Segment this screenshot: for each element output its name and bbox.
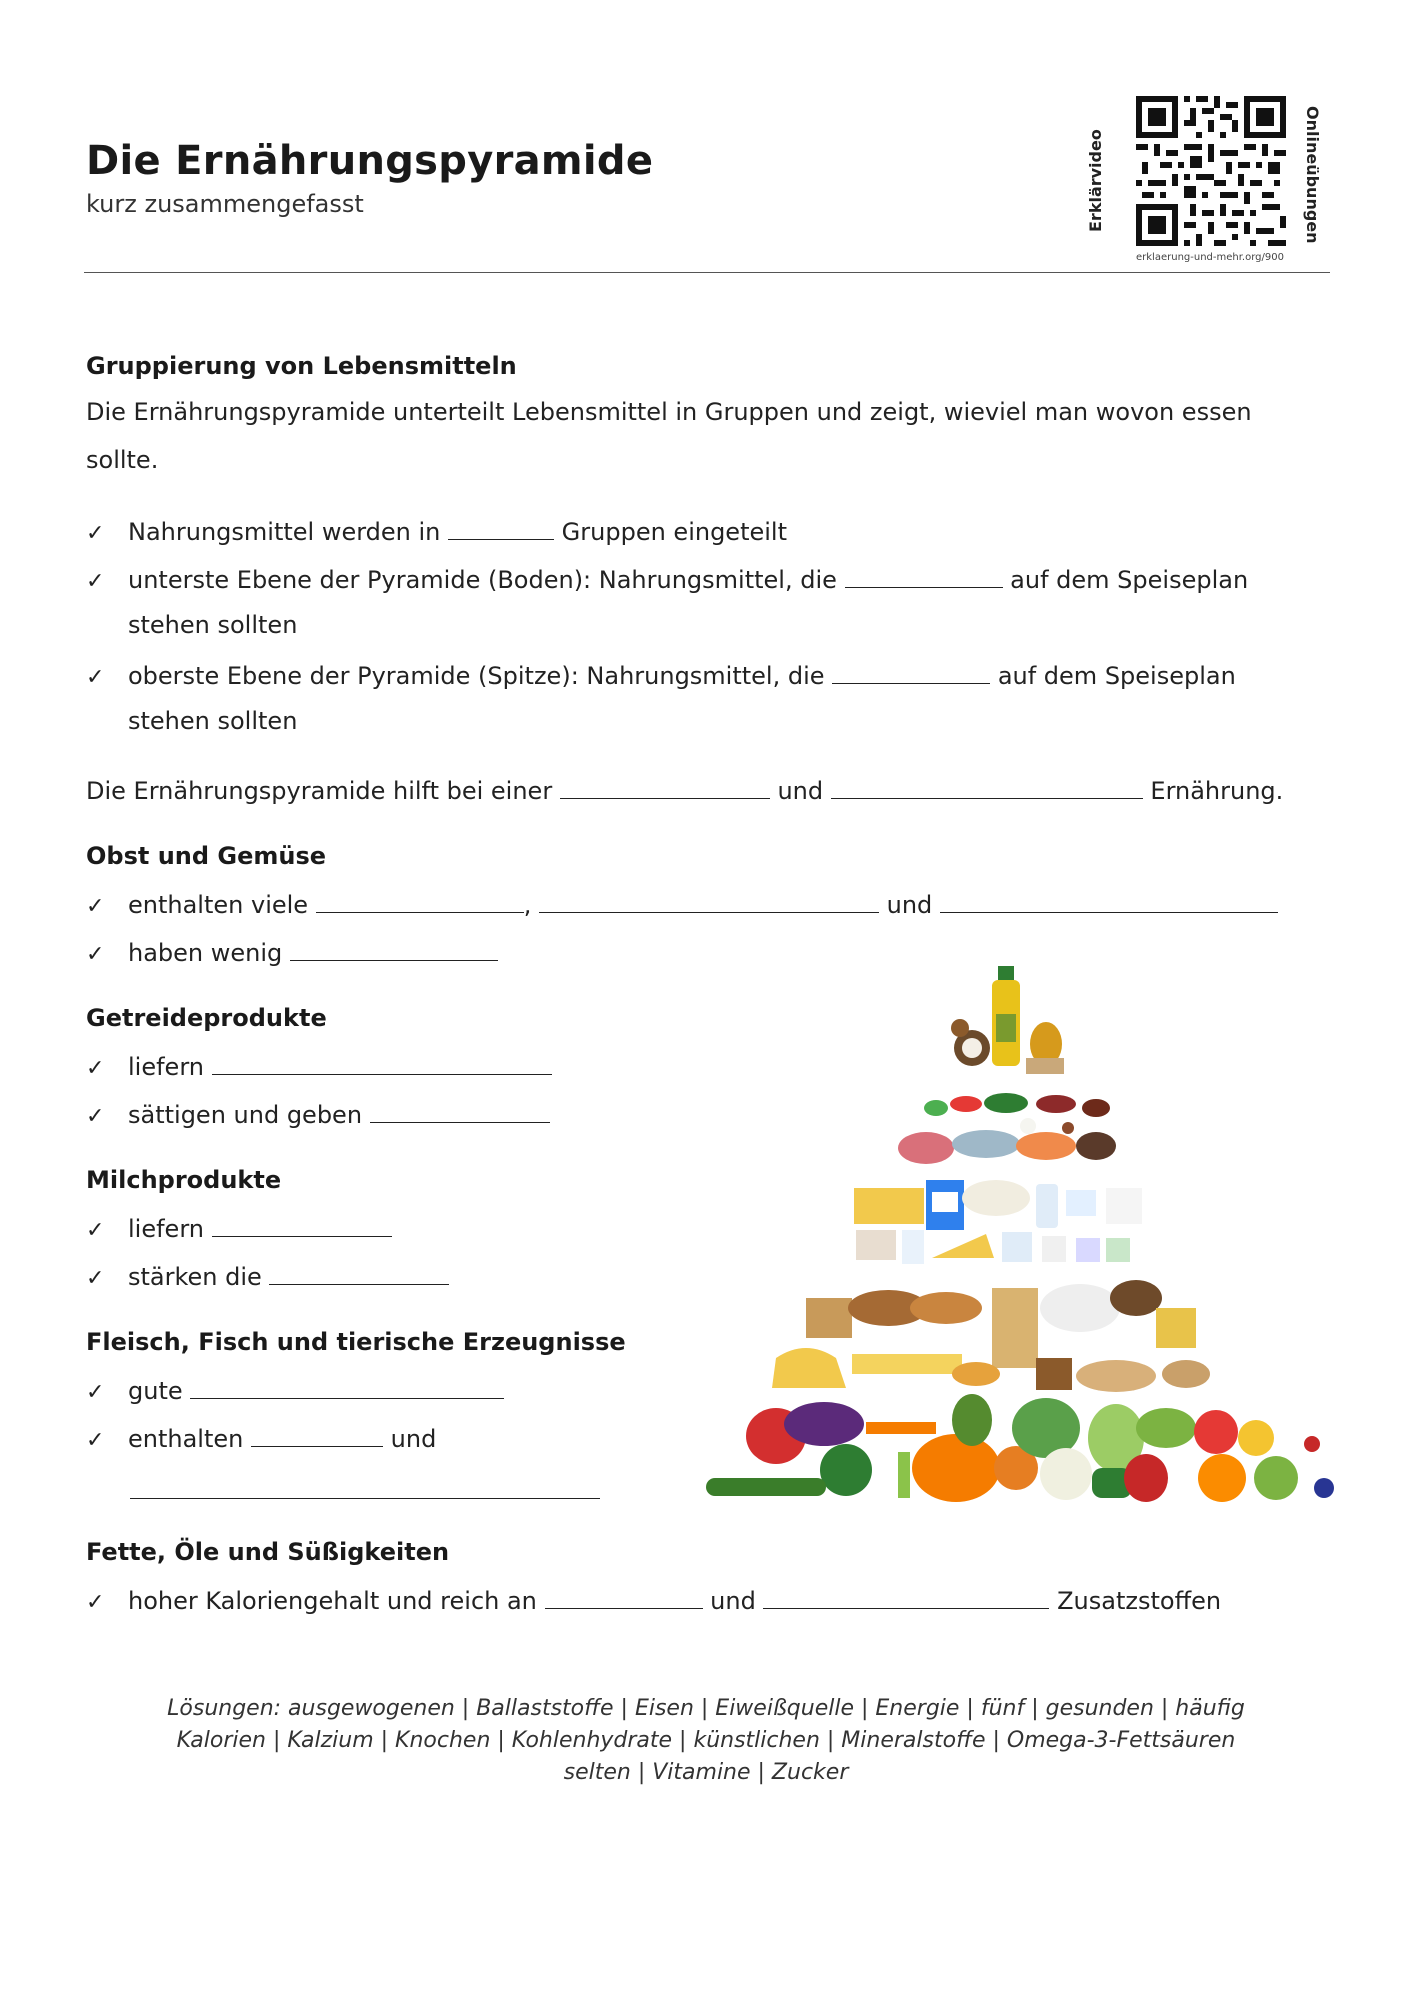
intro-line-2: sollte.: [86, 446, 159, 474]
checkmark-icon: ✓: [86, 1104, 105, 1129]
blank-field[interactable]: [370, 1098, 550, 1123]
checkmark-icon: ✓: [86, 569, 105, 594]
blank-field[interactable]: [212, 1050, 552, 1075]
intro-line-1: Die Ernährungspyramide unterteilt Lebensmittel in Gruppen und zeigt, wieviel man wovon essen: [86, 398, 1252, 426]
summary-line: Die Ernährungspyramide hilft bei einer und Ernährung.: [86, 774, 1283, 805]
blank-field[interactable]: [539, 888, 879, 913]
blank-field[interactable]: [316, 888, 524, 913]
page-subtitle: kurz zusammengefasst: [86, 190, 364, 218]
list-item: ✓ stärken die: [86, 1260, 449, 1291]
section-heading-obst: Obst und Gemüse: [86, 842, 327, 870]
checkmark-icon: ✓: [86, 942, 105, 967]
checkmark-icon: ✓: [86, 1056, 105, 1081]
blank-field[interactable]: [190, 1374, 504, 1399]
checkmark-icon: ✓: [86, 665, 105, 690]
list-item: ✓ sättigen und geben: [86, 1098, 550, 1129]
blank-field[interactable]: [763, 1584, 1049, 1609]
section-heading-fleisch: Fleisch, Fisch und tierische Erzeugnisse: [86, 1328, 626, 1356]
list-item: ✓ hoher Kaloriengehalt und reich an und Zusatzstoffen: [86, 1584, 1221, 1615]
blank-field[interactable]: [290, 936, 498, 961]
list-item: ✓ oberste Ebene der Pyramide (Spitze): Nahrungsmittel, die auf dem Speiseplan: [86, 659, 1236, 690]
list-item: ✓ haben wenig: [86, 936, 498, 967]
section-heading-fette: Fette, Öle und Süßigkeiten: [86, 1538, 450, 1566]
list-item-continuation: stehen sollten: [128, 611, 298, 639]
list-item-continuation: stehen sollten: [128, 707, 298, 735]
list-item: ✓ liefern: [86, 1050, 552, 1081]
blank-field[interactable]: [212, 1212, 392, 1237]
list-item: ✓ gute: [86, 1374, 504, 1405]
checkmark-icon: ✓: [86, 1590, 105, 1615]
list-item: ✓ Nahrungsmittel werden in Gruppen eingeteilt: [86, 515, 787, 546]
blank-field[interactable]: [845, 563, 1003, 588]
solutions-box: [86, 1693, 1326, 1789]
list-item: ✓ enthalten und: [86, 1422, 436, 1453]
blank-field[interactable]: [545, 1584, 703, 1609]
section-heading-gruppierung: Gruppierung von Lebensmitteln: [86, 352, 517, 380]
blank-field[interactable]: [269, 1260, 449, 1285]
video-label[interactable]: Erklärvideo: [1086, 129, 1105, 232]
solutions-line-3: selten | Vitamine | Zucker: [563, 1760, 849, 1785]
checkmark-icon: ✓: [86, 1266, 105, 1291]
blank-field[interactable]: [831, 774, 1143, 799]
page-title: Die Ernährungspyramide: [86, 138, 654, 184]
checkmark-icon: ✓: [86, 1428, 105, 1453]
blank-field[interactable]: [940, 888, 1278, 913]
section-heading-getreide: Getreideprodukte: [86, 1004, 327, 1032]
oil-bottle-icon: [992, 966, 1020, 1066]
solutions-line-1: Lösungen: ausgewogenen | Ballaststoffe | Eisen | Eiweißquelle | Energie | fünf | gesunden | häufig: [167, 1696, 1245, 1721]
blank-field[interactable]: [251, 1422, 383, 1447]
qr-code-icon[interactable]: [1136, 96, 1286, 246]
blank-field[interactable]: [832, 659, 990, 684]
section-heading-milch: Milchprodukte: [86, 1166, 282, 1194]
blank-field[interactable]: [448, 515, 554, 540]
list-item: ✓ liefern: [86, 1212, 392, 1243]
list-item: ✓ unterste Ebene der Pyramide (Boden): Nahrungsmittel, die auf dem Speiseplan: [86, 563, 1248, 594]
checkmark-icon: ✓: [86, 894, 105, 919]
qr-url[interactable]: erklaerung-und-mehr.org/900: [1136, 252, 1284, 263]
blank-field[interactable]: [130, 1474, 600, 1499]
list-item: ✓ enthalten viele , und: [86, 888, 1278, 919]
exercises-label[interactable]: Onlineübungen: [1303, 106, 1322, 244]
checkmark-icon: ✓: [86, 1218, 105, 1243]
solutions-line-2: Kalorien | Kalzium | Knochen | Kohlenhydrate | künstlichen | Mineralstoffe | Omega-3-Fettsäuren: [176, 1728, 1236, 1753]
checkmark-icon: ✓: [86, 1380, 105, 1405]
checkmark-icon: ✓: [86, 521, 105, 546]
blank-field[interactable]: [560, 774, 770, 799]
food-pyramid-illustration: [676, 958, 1346, 1508]
header-divider: [84, 272, 1330, 273]
